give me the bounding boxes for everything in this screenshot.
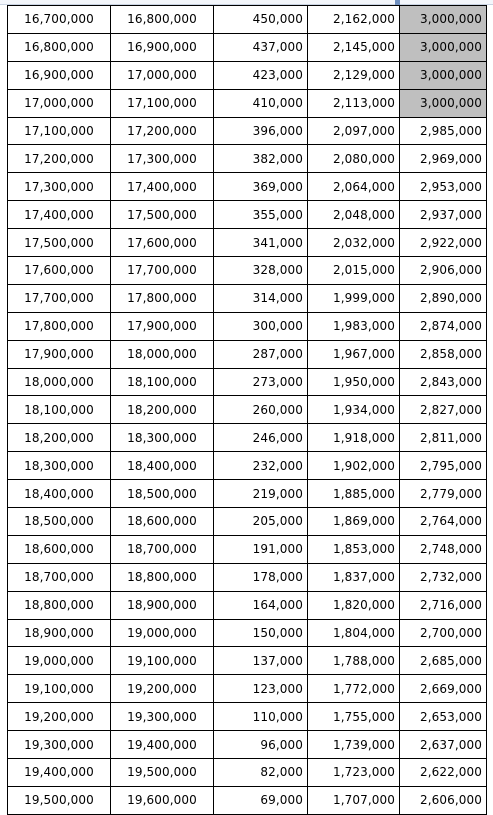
cell-to[interactable]: 18,600,000 [111,508,214,536]
cell-col4[interactable]: 1,820,000 [308,591,400,619]
cell-col3[interactable]: 205,000 [214,508,308,536]
cell-col5[interactable]: 3,000,000 [400,89,487,117]
cell-to[interactable]: 18,700,000 [111,535,214,563]
cell-col3[interactable]: 450,000 [214,6,308,34]
cell-from[interactable]: 19,000,000 [8,647,111,675]
cell-from[interactable]: 18,200,000 [8,424,111,452]
table-row [8,703,487,731]
cell-to[interactable]: 19,500,000 [111,759,214,787]
cell-col5[interactable]: 2,858,000 [400,340,487,368]
cell-col5[interactable]: 2,700,000 [400,619,487,647]
cell-to[interactable]: 19,000,000 [111,619,214,647]
cell-from[interactable]: 18,600,000 [8,535,111,563]
table-row [8,145,487,173]
cell-from[interactable]: 16,800,000 [8,33,111,61]
table-row [8,563,487,591]
cell-from[interactable]: 19,500,000 [8,786,111,814]
cell-col3[interactable]: 69,000 [214,786,308,814]
cell-to[interactable]: 17,600,000 [111,229,214,257]
cell-from[interactable]: 18,400,000 [8,480,111,508]
cell-col3[interactable]: 191,000 [214,535,308,563]
cell-col4[interactable]: 1,983,000 [308,312,400,340]
table-row [8,257,487,285]
table-body [8,6,487,815]
cell-col5[interactable]: 2,716,000 [400,591,487,619]
cell-col5[interactable]: 2,685,000 [400,647,487,675]
cell-col5[interactable]: 2,922,000 [400,229,487,257]
cell-col3[interactable]: 219,000 [214,480,308,508]
cell-col4[interactable]: 1,869,000 [308,508,400,536]
cell-col3[interactable]: 178,000 [214,563,308,591]
cell-from[interactable]: 17,400,000 [8,201,111,229]
cell-col5[interactable]: 2,748,000 [400,535,487,563]
cell-col4[interactable]: 1,837,000 [308,563,400,591]
table-row [8,786,487,814]
cell-col5[interactable]: 2,937,000 [400,201,487,229]
cell-to[interactable]: 19,200,000 [111,675,214,703]
cell-col5[interactable]: 3,000,000 [400,61,487,89]
table-row [8,731,487,759]
data-table [7,5,487,815]
cell-col4[interactable]: 1,999,000 [308,284,400,312]
cell-col4[interactable]: 1,885,000 [308,480,400,508]
table-row [8,117,487,145]
table-row [8,424,487,452]
cell-col5[interactable]: 2,606,000 [400,786,487,814]
cell-from[interactable]: 18,100,000 [8,396,111,424]
cell-col4[interactable]: 2,113,000 [308,89,400,117]
cell-to[interactable]: 17,100,000 [111,89,214,117]
table-row [8,33,487,61]
table-row [8,173,487,201]
cell-to[interactable]: 19,300,000 [111,703,214,731]
cell-from[interactable]: 18,300,000 [8,452,111,480]
cell-col3[interactable]: 82,000 [214,759,308,787]
cell-from[interactable]: 18,900,000 [8,619,111,647]
cell-col4[interactable]: 1,772,000 [308,675,400,703]
cell-col3[interactable]: 287,000 [214,340,308,368]
cell-to[interactable]: 18,300,000 [111,424,214,452]
cell-col4[interactable]: 1,950,000 [308,368,400,396]
cell-col5[interactable]: 3,000,000 [400,33,487,61]
cell-to[interactable]: 18,400,000 [111,452,214,480]
cell-from[interactable]: 17,200,000 [8,145,111,173]
cell-col3[interactable]: 396,000 [214,117,308,145]
table-row [8,508,487,536]
cell-from[interactable]: 19,300,000 [8,731,111,759]
cell-to[interactable]: 17,400,000 [111,173,214,201]
cell-col5[interactable]: 2,969,000 [400,145,487,173]
cell-col5[interactable]: 2,653,000 [400,703,487,731]
table-row [8,619,487,647]
cell-col3[interactable]: 341,000 [214,229,308,257]
cell-col5[interactable]: 2,669,000 [400,675,487,703]
cell-col5[interactable]: 2,843,000 [400,368,487,396]
table-row [8,284,487,312]
cell-col4[interactable]: 1,788,000 [308,647,400,675]
cell-col4[interactable]: 2,032,000 [308,229,400,257]
cell-to[interactable]: 17,000,000 [111,61,214,89]
cell-col3[interactable]: 314,000 [214,284,308,312]
cell-col5[interactable]: 2,637,000 [400,731,487,759]
cell-to[interactable]: 18,800,000 [111,563,214,591]
cell-col4[interactable]: 2,129,000 [308,61,400,89]
cell-from[interactable]: 17,500,000 [8,229,111,257]
cell-from[interactable]: 18,700,000 [8,563,111,591]
table-row [8,6,487,34]
cell-to[interactable]: 16,800,000 [111,6,214,34]
table-row [8,229,487,257]
cell-col3[interactable]: 382,000 [214,145,308,173]
table-row [8,340,487,368]
cell-col4[interactable]: 2,145,000 [308,33,400,61]
cell-to[interactable]: 17,200,000 [111,117,214,145]
cell-from[interactable]: 18,800,000 [8,591,111,619]
cell-col4[interactable]: 1,967,000 [308,340,400,368]
cell-from[interactable]: 16,700,000 [8,6,111,34]
cell-from[interactable]: 17,800,000 [8,312,111,340]
table-row [8,61,487,89]
cell-col4[interactable]: 1,707,000 [308,786,400,814]
cell-to[interactable]: 19,100,000 [111,647,214,675]
cell-to[interactable]: 17,300,000 [111,145,214,173]
cell-col3[interactable]: 150,000 [214,619,308,647]
cell-to[interactable]: 17,900,000 [111,312,214,340]
cell-col3[interactable]: 273,000 [214,368,308,396]
cell-from[interactable]: 17,100,000 [8,117,111,145]
cell-to[interactable]: 18,500,000 [111,480,214,508]
cell-col5[interactable]: 2,795,000 [400,452,487,480]
cell-col4[interactable]: 2,015,000 [308,257,400,285]
cell-col4[interactable]: 1,723,000 [308,759,400,787]
cell-to[interactable]: 17,700,000 [111,257,214,285]
cell-col3[interactable]: 423,000 [214,61,308,89]
cell-from[interactable]: 19,400,000 [8,759,111,787]
cell-col5[interactable]: 3,000,000 [400,6,487,34]
cell-to[interactable]: 19,400,000 [111,731,214,759]
cell-from[interactable]: 17,600,000 [8,257,111,285]
table-row [8,368,487,396]
cell-col3[interactable]: 137,000 [214,647,308,675]
cell-from[interactable]: 18,000,000 [8,368,111,396]
cell-col4[interactable]: 1,853,000 [308,535,400,563]
cell-col3[interactable]: 369,000 [214,173,308,201]
cell-col4[interactable]: 2,162,000 [308,6,400,34]
cell-col5[interactable]: 2,953,000 [400,173,487,201]
cell-from[interactable]: 17,700,000 [8,284,111,312]
cell-col3[interactable]: 232,000 [214,452,308,480]
cell-to[interactable]: 17,800,000 [111,284,214,312]
table-row [8,396,487,424]
table-row [8,591,487,619]
cell-col3[interactable]: 355,000 [214,201,308,229]
table-row [8,312,487,340]
cell-to[interactable]: 18,000,000 [111,340,214,368]
cell-to[interactable]: 18,200,000 [111,396,214,424]
table-row [8,759,487,787]
cell-col4[interactable]: 2,080,000 [308,145,400,173]
cell-col4[interactable]: 1,918,000 [308,424,400,452]
table-row [8,535,487,563]
cell-to[interactable]: 18,900,000 [111,591,214,619]
cell-col3[interactable]: 328,000 [214,257,308,285]
cell-col5[interactable]: 2,827,000 [400,396,487,424]
cell-from[interactable]: 19,100,000 [8,675,111,703]
cell-col4[interactable]: 1,902,000 [308,452,400,480]
table-row [8,675,487,703]
cell-from[interactable]: 18,500,000 [8,508,111,536]
cell-col4[interactable]: 1,739,000 [308,731,400,759]
cell-col5[interactable]: 2,732,000 [400,563,487,591]
cell-col5[interactable]: 2,906,000 [400,257,487,285]
cell-col3[interactable]: 110,000 [214,703,308,731]
cell-from[interactable]: 17,300,000 [8,173,111,201]
cell-col3[interactable]: 123,000 [214,675,308,703]
table-row [8,452,487,480]
cell-col3[interactable]: 437,000 [214,33,308,61]
cell-from[interactable]: 16,900,000 [8,61,111,89]
cell-col5[interactable]: 2,985,000 [400,117,487,145]
cell-col5[interactable]: 2,764,000 [400,508,487,536]
cell-from[interactable]: 19,200,000 [8,703,111,731]
cell-col3[interactable]: 260,000 [214,396,308,424]
cell-col4[interactable]: 2,064,000 [308,173,400,201]
cell-to[interactable]: 17,500,000 [111,201,214,229]
cell-col3[interactable]: 96,000 [214,731,308,759]
cell-to[interactable]: 18,100,000 [111,368,214,396]
cell-from[interactable]: 17,000,000 [8,89,111,117]
cell-col5[interactable]: 2,811,000 [400,424,487,452]
cell-col3[interactable]: 300,000 [214,312,308,340]
cell-from[interactable]: 17,900,000 [8,340,111,368]
cell-col4[interactable]: 1,934,000 [308,396,400,424]
table-row [8,89,487,117]
cell-col4[interactable]: 2,048,000 [308,201,400,229]
cell-col3[interactable]: 164,000 [214,591,308,619]
cell-col3[interactable]: 246,000 [214,424,308,452]
cell-col5[interactable]: 2,779,000 [400,480,487,508]
cell-col3[interactable]: 410,000 [214,89,308,117]
cell-col4[interactable]: 1,755,000 [308,703,400,731]
cell-col5[interactable]: 2,874,000 [400,312,487,340]
cell-col4[interactable]: 2,097,000 [308,117,400,145]
table-row [8,647,487,675]
cell-col5[interactable]: 2,622,000 [400,759,487,787]
table-row [8,201,487,229]
cell-col5[interactable]: 2,890,000 [400,284,487,312]
table-row [8,480,487,508]
cell-to[interactable]: 19,600,000 [111,786,214,814]
cell-col4[interactable]: 1,804,000 [308,619,400,647]
cell-to[interactable]: 16,900,000 [111,33,214,61]
